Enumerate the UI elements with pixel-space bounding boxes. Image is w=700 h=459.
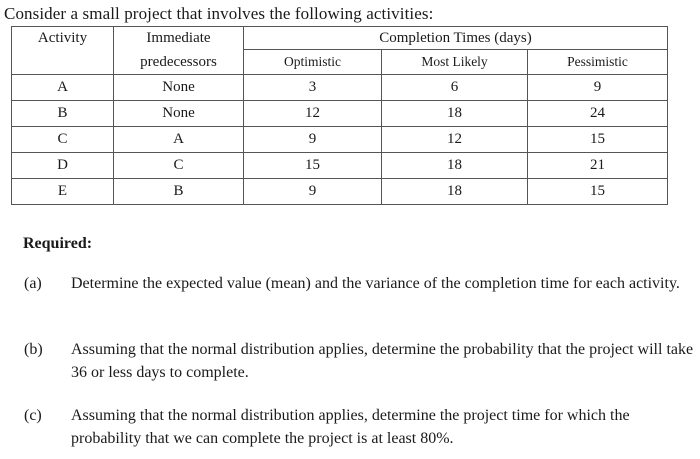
cell-predecessor: None	[114, 101, 244, 127]
cell-pessimistic: 21	[528, 153, 668, 179]
question-text: Assuming that the normal distribution applies, determine the probability that the project will take 36 or less days to complete.	[71, 341, 694, 381]
cell-activity: B	[12, 101, 114, 127]
header-activity: Activity	[12, 27, 114, 50]
table-header-row	[12, 27, 668, 50]
cell-optimistic: 9	[244, 127, 382, 153]
cell-activity: A	[12, 75, 114, 101]
activity-table	[11, 26, 668, 205]
cell-predecessor: A	[114, 127, 244, 153]
header-predecessors-line1: Immediate	[114, 27, 244, 50]
intro-text: Consider a small project that involves the following activities:	[4, 4, 434, 23]
cell-optimistic: 9	[244, 179, 382, 205]
required-heading: Required:	[23, 235, 93, 252]
table-row	[12, 101, 668, 127]
cell-activity: D	[12, 153, 114, 179]
cell-activity: E	[12, 179, 114, 205]
cell-predecessor: None	[114, 75, 244, 101]
cell-pessimistic: 15	[528, 127, 668, 153]
cell-pessimistic: 24	[528, 101, 668, 127]
table-row	[12, 179, 668, 205]
table-row	[12, 127, 668, 153]
header-optimistic: Optimistic	[244, 50, 382, 75]
cell-most-likely: 12	[382, 127, 528, 153]
table-row	[12, 153, 668, 179]
cell-pessimistic: 15	[528, 179, 668, 205]
table-row	[12, 75, 668, 101]
cell-most-likely: 18	[382, 179, 528, 205]
cell-activity: C	[12, 127, 114, 153]
question-text: Determine the expected value (mean) and the variance of the completion time for each activity.	[71, 275, 680, 292]
cell-predecessor: C	[114, 153, 244, 179]
cell-predecessor: B	[114, 179, 244, 205]
header-predecessors-line2: predecessors	[114, 50, 244, 75]
question-label: (c)	[24, 407, 42, 424]
cell-optimistic: 3	[244, 75, 382, 101]
cell-most-likely: 6	[382, 75, 528, 101]
cell-most-likely: 18	[382, 153, 528, 179]
table-subheader-row	[12, 50, 668, 75]
question-label: (a)	[24, 275, 42, 292]
cell-pessimistic: 9	[528, 75, 668, 101]
header-activity-blank	[12, 50, 114, 75]
cell-most-likely: 18	[382, 101, 528, 127]
cell-optimistic: 15	[244, 153, 382, 179]
header-completion-times: Completion Times (days)	[244, 27, 668, 50]
header-pessimistic: Pessimistic	[528, 50, 668, 75]
header-most-likely: Most Likely	[382, 50, 528, 75]
cell-optimistic: 12	[244, 101, 382, 127]
question-label: (b)	[24, 341, 43, 358]
question-text: Assuming that the normal distribution applies, determine the project time for which the probability that we can complete the project is at least 80%.	[71, 407, 630, 447]
